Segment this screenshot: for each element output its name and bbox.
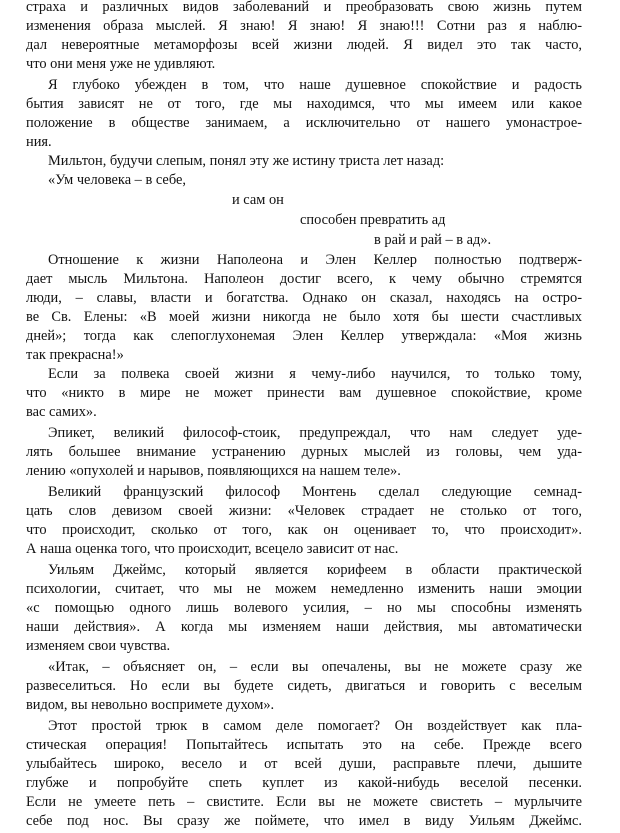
text-line: Я глубоко убежден в том, что наше душевное спокойствие и радость <box>48 77 582 93</box>
text-line: стическая операция! Попытайтесь испытать это на себе. Прежде всего <box>26 737 582 753</box>
text-line: изменения образа мыслей. Я знаю! Я знаю! Я знаю!!! Сотни раз я наблю- <box>26 18 582 34</box>
text-line: развеселиться. Но если вы будете сидеть, двигаться и говорить с веселым <box>26 678 582 694</box>
text-line: страха и различных видов заболеваний и преобразовать свою жизнь путем <box>26 0 582 15</box>
text-line: наши действия». А когда мы изменяем наши действия, мы автоматически <box>26 619 582 635</box>
text-line: А наша оценка того, что происходит, всецело зависит от нас. <box>26 541 399 557</box>
text-line: изменяем свои чувства. <box>26 638 171 654</box>
text-line: люди, – славы, власти и богатства. Однако он сказал, находясь на остро- <box>26 290 582 306</box>
text-line: что они меня уже не удивляют. <box>26 56 216 72</box>
text-line: Если не умеете петь – свистите. Если вы не можете свистеть – мурлычите <box>26 794 582 810</box>
text-line: «Итак, – объясняет он, – если вы опечалены, вы не можете сразу же <box>48 659 582 675</box>
text-line: Если за полвека своей жизни я чему-либо научился, то только тому, <box>48 366 582 382</box>
text-line: цать слов девизом своей жизни: «Человек страдает не столько от того, <box>26 503 582 519</box>
poem-line: «Ум человека – в себе, <box>48 172 186 188</box>
text-line: себе под нос. Вы сразу же поймете, что имел в виду Уильям Джеймс. <box>26 813 582 829</box>
text-line: бытия зависят не от того, где мы находимся, что мы имеем или какое <box>26 96 582 112</box>
text-line: дней»; тогда как слепоглухонемая Элен Келлер утверждала: «Моя жизнь <box>26 328 582 344</box>
text-line: вас самих». <box>26 404 97 420</box>
text-line: Отношение к жизни Наполеона и Элен Келлер полностью подтверж- <box>48 252 582 268</box>
poem-line: в рай и рай – в ад». <box>374 232 492 248</box>
text-line: улыбайтесь широко, весело и от всей души, расправьте плечи, дышите <box>26 756 582 772</box>
text-line: дал невероятные метаморфозы всей жизни людей. Я видел это так часто, <box>26 37 582 53</box>
text-line: положение в обществе занимаем, а исключительно от нашего умонастрое- <box>26 115 582 131</box>
text-line: лять большее внимание устранению дурных мыслей из головы, чем уда- <box>26 444 582 460</box>
text-line: Мильтон, будучи слепым, понял эту же истину триста лет назад: <box>48 153 445 169</box>
text-line: что «никто в мире не может принести вам душевное спокойствие, кроме <box>26 385 582 401</box>
poem-line: способен превратить ад <box>300 212 446 228</box>
text-line: видом, вы невольно воспримете духом». <box>26 697 275 713</box>
text-line: психологии, считает, что мы не можем немедленно изменить наши эмоции <box>26 581 582 597</box>
text-line: Этот простой трюк в самом деле помогает? Он воздействует как пла- <box>48 718 582 734</box>
text-line: лению «опухолей и нарывов, появляющихся на нашем теле». <box>26 463 401 479</box>
text-line: дает мысль Мильтона. Наполеон достиг всего, к чему обычно стремятся <box>26 271 582 287</box>
text-line: глубже и попробуйте спеть куплет из какой-нибудь веселой песенки. <box>26 775 582 791</box>
text-line: так прекрасна!» <box>26 347 124 363</box>
text-line: ве Св. Елены: «В моей жизни никогда не было хотя бы шести счастливых <box>26 309 582 325</box>
text-line: Эпикет, великий философ-стоик, предупреждал, что нам следует уде- <box>48 425 582 441</box>
text-line: «с помощью одного лишь волевого усилия, – но мы способны изменять <box>26 600 582 616</box>
poem-line: и сам он <box>232 192 284 208</box>
text-line: ния. <box>26 134 52 150</box>
text-line: что происходит, сколько от того, как он оценивает то, что происходит». <box>26 522 582 538</box>
text-line: Великий французский философ Монтень сделал следующие семнад- <box>48 484 582 500</box>
text-line: Уильям Джеймс, который является корифеем в области практической <box>48 562 582 578</box>
